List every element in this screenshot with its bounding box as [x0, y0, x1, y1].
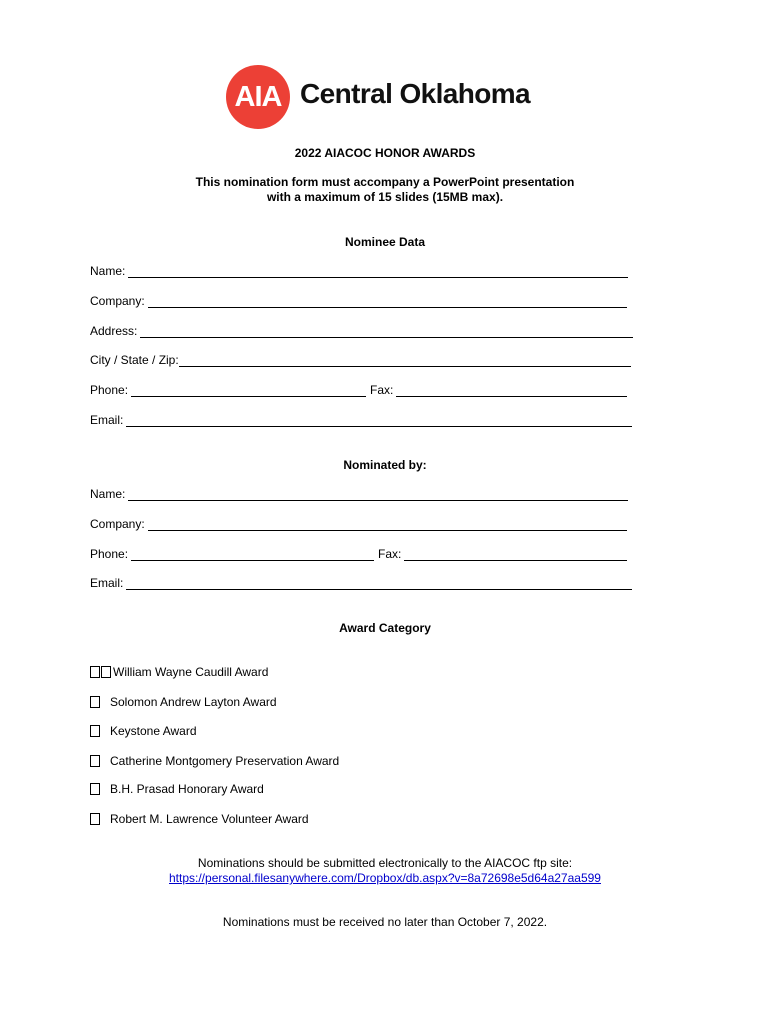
checkbox-icon[interactable]	[90, 725, 100, 737]
nominee-name-field[interactable]	[90, 264, 628, 278]
nominee-company-label: Company:	[90, 294, 145, 308]
nominee-city-state-zip-label: City / State / Zip:	[90, 353, 179, 367]
form-title: 2022 AIACOC HONOR AWARDS	[294, 146, 476, 160]
checkbox-icon[interactable]	[90, 813, 100, 825]
nominator-email-field[interactable]	[90, 576, 632, 590]
checkbox-icon[interactable]	[90, 783, 100, 795]
award-option-prasad[interactable]	[90, 782, 264, 796]
deadline-notice: Nominations must be received no later than October 7, 2022.	[222, 915, 548, 929]
nominator-heading: Nominated by:	[343, 458, 427, 472]
award-label: B.H. Prasad Honorary Award	[110, 782, 264, 796]
nominator-phone-fax-field[interactable]	[90, 547, 627, 561]
nominee-name-label: Name:	[90, 264, 126, 278]
nominator-phone-line[interactable]	[131, 549, 374, 561]
award-option-lawrence[interactable]	[90, 812, 309, 826]
nominee-phone-label: Phone:	[90, 383, 129, 397]
submission-instructions: Nominations should be submitted electronically to the AIACOC ftp site:	[197, 856, 573, 870]
award-label: Solomon Andrew Layton Award	[110, 695, 277, 709]
nominator-phone-label: Phone:	[90, 547, 129, 561]
nominee-fax-label: Fax:	[370, 383, 394, 397]
nominator-fax-label: Fax:	[378, 547, 402, 561]
nominee-city-state-zip-field[interactable]	[90, 353, 631, 367]
nominator-company-label: Company:	[90, 517, 145, 531]
nominator-company-line[interactable]	[148, 519, 627, 531]
nominator-name-field[interactable]	[90, 487, 628, 501]
aia-logo-mark: AIA	[226, 65, 290, 129]
checkbox-icon[interactable]	[101, 666, 111, 678]
checkbox-icon[interactable]	[90, 755, 100, 767]
nominee-city-state-zip-line[interactable]	[179, 355, 631, 367]
nominee-company-line[interactable]	[148, 296, 627, 308]
checkbox-icon[interactable]	[90, 666, 100, 678]
nominator-name-label: Name:	[90, 487, 126, 501]
award-option-layton[interactable]	[90, 695, 277, 709]
ftp-link-wrapper	[0, 871, 770, 885]
form-note-line2: with a maximum of 15 slides (15MB max).	[266, 190, 504, 204]
nominee-email-label: Email:	[90, 413, 124, 427]
aia-central-oklahoma-logo	[226, 65, 556, 129]
award-option-caudill[interactable]	[90, 665, 268, 679]
nominee-address-field[interactable]	[90, 324, 633, 338]
nominee-address-line[interactable]	[140, 326, 633, 338]
nominator-email-line[interactable]	[126, 578, 632, 590]
nominee-phone-line[interactable]	[131, 385, 366, 397]
nominator-company-field[interactable]	[90, 517, 627, 531]
award-option-keystone[interactable]	[90, 724, 197, 738]
logo-chapter-name: Central Oklahoma	[300, 78, 531, 109]
nominee-address-label: Address:	[90, 324, 138, 338]
nominee-phone-fax-field[interactable]	[90, 383, 627, 397]
award-option-montgomery[interactable]	[90, 754, 339, 768]
award-category-heading: Award Category	[339, 621, 431, 635]
award-label: Robert M. Lawrence Volunteer Award	[110, 812, 309, 826]
award-label: Keystone Award	[110, 724, 197, 738]
nominee-email-field[interactable]	[90, 413, 632, 427]
nominee-email-line[interactable]	[126, 415, 632, 427]
form-note-line1: This nomination form must accompany a PowerPoint presentation	[195, 175, 575, 189]
nominee-heading: Nominee Data	[344, 235, 426, 249]
nominee-name-line[interactable]	[128, 266, 628, 278]
nominator-fax-line[interactable]	[404, 549, 627, 561]
nominator-name-line[interactable]	[128, 489, 628, 501]
nominee-company-field[interactable]	[90, 294, 627, 308]
checkbox-icon[interactable]	[90, 696, 100, 708]
award-label: William Wayne Caudill Award	[113, 665, 269, 679]
nominee-fax-line[interactable]	[396, 385, 627, 397]
nominator-email-label: Email:	[90, 576, 124, 590]
award-label: Catherine Montgomery Preservation Award	[110, 754, 340, 768]
ftp-site-link[interactable]: https://personal.filesanywhere.com/Dropbox/db.aspx?v=8a72698e5d64a27aa599	[169, 871, 601, 885]
